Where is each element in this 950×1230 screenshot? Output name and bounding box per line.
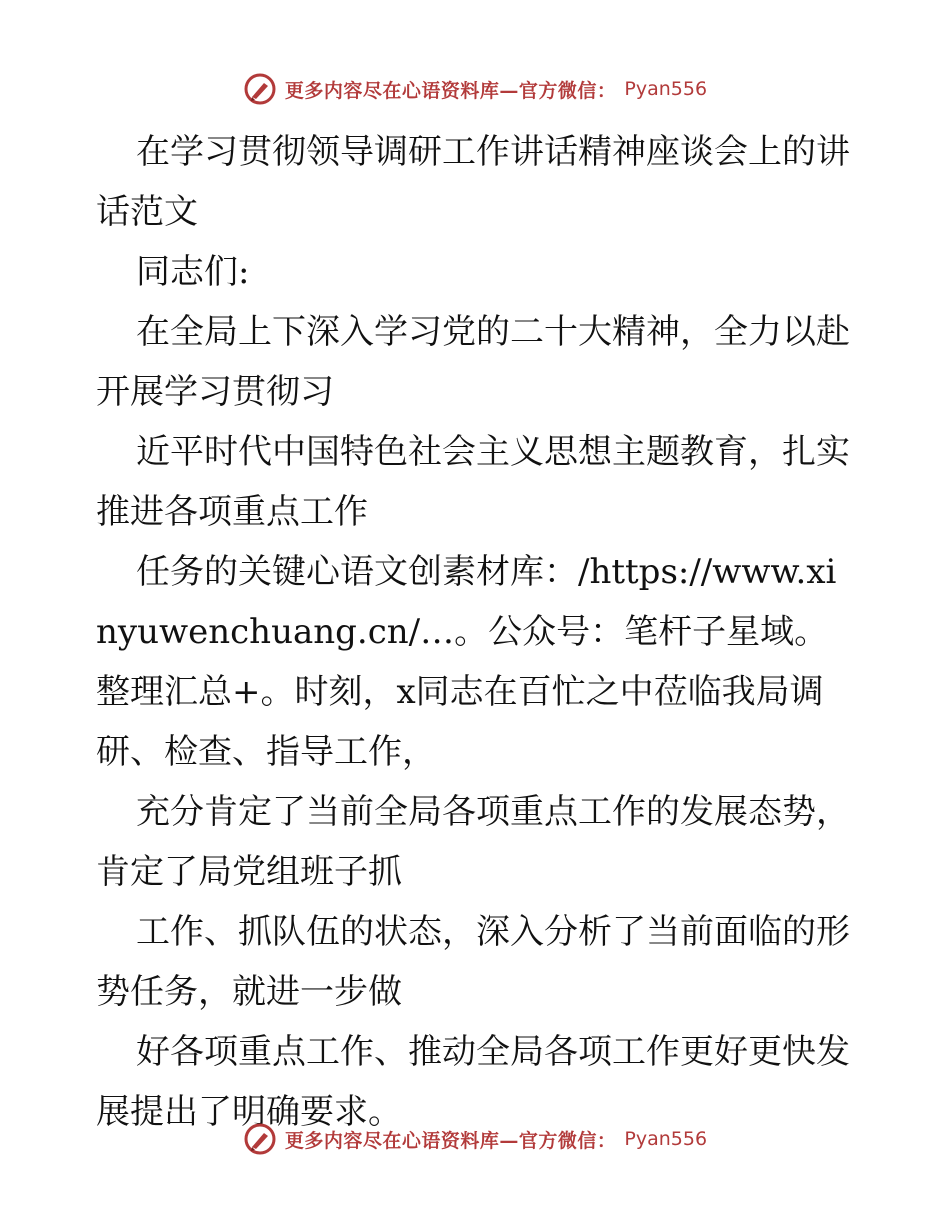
document-title: 在学习贯彻领导调研工作讲话精神座谈会上的讲话范文 — [96, 132, 850, 232]
paragraph-1: 同志们: — [136, 252, 250, 292]
paragraph-5: 充分肯定了当前全局各项重点工作的发展态势，肯定了局党组班子抓 — [96, 792, 850, 892]
paragraph-7: 好各项重点工作、推动全局各项工作更好更快发展提出了明确要求。 — [96, 1032, 850, 1132]
paragraph-4: 任务的关键心语文创素材库：/https://www.xinyuwenchuang.cn/…。公众号：笔杆子星域。整理汇总+。时刻，x同志在百忙之中莅临我局调研、检查、指导工作， — [96, 552, 837, 772]
page-header-watermark — [0, 72, 950, 106]
paragraph-3: 近平时代中国特色社会主义思想主题教育，扎实推进各项重点工作 — [96, 432, 850, 532]
paragraph-2: 在全局上下深入学习党的二十大精神，全力以赴开展学习贯彻习 — [96, 312, 850, 412]
page-footer-watermark — [0, 1122, 950, 1156]
document-body — [96, 122, 856, 1142]
watermark-wechat-id: Pyan556 — [624, 1128, 708, 1150]
watermark-text: 更多内容尽在心语资料库—官方微信： — [284, 1129, 617, 1152]
paragraph-6: 工作、抓队伍的状态，深入分析了当前面临的形势任务，就进一步做 — [96, 912, 850, 1012]
watermark-text: 更多内容尽在心语资料库—官方微信： — [284, 79, 617, 102]
watermark-wechat-id: Pyan556 — [624, 78, 708, 100]
pen-circle-logo-icon — [243, 72, 277, 106]
pen-circle-logo-icon — [243, 1122, 277, 1156]
